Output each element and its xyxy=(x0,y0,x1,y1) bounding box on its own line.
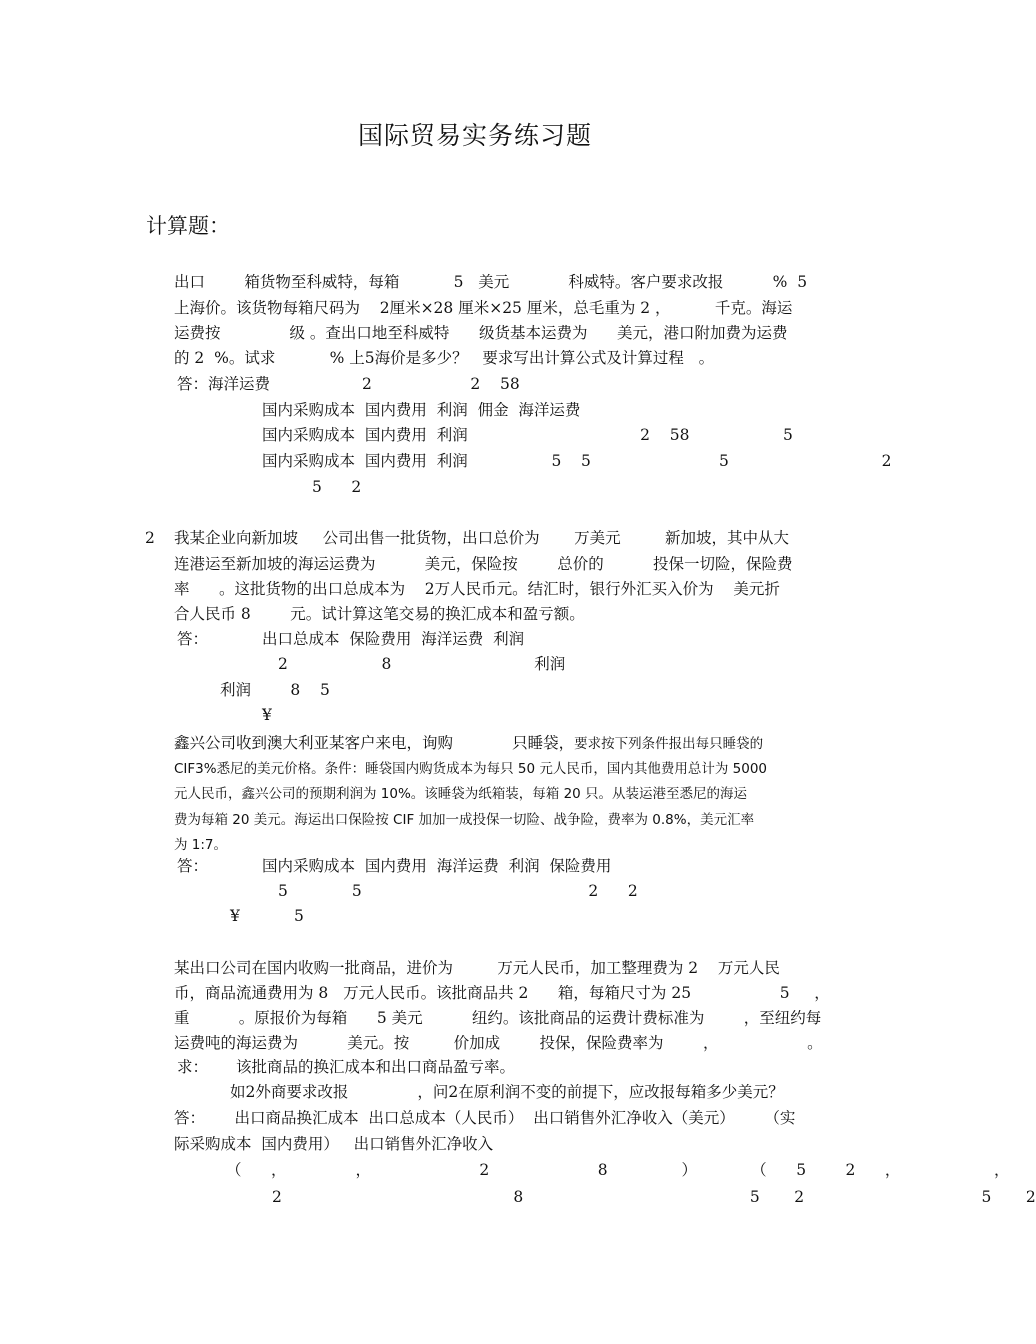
q2-yen-symbol: ¥ xyxy=(262,706,272,724)
q2-number: 2 xyxy=(145,529,155,547)
q3-line-1 xyxy=(174,733,763,754)
document-title: 国际贸易实务练习题 xyxy=(357,121,592,150)
q1-formula-2: 国内采购成本 国内费用 利润 2 58 5 xyxy=(262,426,793,444)
q3-line-1-small: 要求按下列条件报出每只睡袋的 xyxy=(574,736,764,752)
q4-requirement-1: 该批商品的换汇成本和出口商品盈亏率。 xyxy=(236,1058,516,1076)
q4-answer-line-4: 2 8 5 2 5 2 xyxy=(272,1188,1036,1206)
q2-line-3: 率 。这批货物的出口总成本为 2万人民币元。结汇时，银行外汇买入价为 美元折 xyxy=(174,580,780,598)
q4-line-1: 某出口公司在国内收购一批商品，进价为 万元人民币，加工整理费为 2 万元人民 xyxy=(174,959,780,977)
q4-requirement-label: 求： xyxy=(177,1058,209,1076)
q1-line-3: 运费按 级 。查出口地至科威特 级货基本运费为 美元，港口附加费为运费 xyxy=(174,324,788,342)
q1-line-1: 出口 箱货物至科威特，每箱 5 美元 科威特。客户要求改报 % 5 xyxy=(174,273,808,291)
q1-line-2: 上海价。该货物每箱尺码为 2厘米×28 厘米×25 厘米，总毛重为 2 ， 千克。海运 xyxy=(174,299,793,317)
q1-answer-numbers: 2 2 58 xyxy=(362,375,520,393)
q4-answer-line-3: （ ， ， 2 8 ） （ 5 2 ， ， xyxy=(226,1161,1010,1179)
q1-formula-tail: 5 2 xyxy=(312,478,362,496)
q2-line-1: 我某企业向新加坡 公司出售一批货物，出口总价为 万美元 新加坡，其中从大 xyxy=(174,529,789,547)
q1-formula-1: 国内采购成本 国内费用 利润 佣金 海洋运费 xyxy=(262,401,581,419)
q3-line-1-main: 鑫兴公司收到澳大利亚某客户来电，询购 只睡袋， xyxy=(174,734,575,752)
q1-formula-3: 国内采购成本 国内费用 利润 5 5 5 2 xyxy=(262,452,892,470)
q3-line-2: CIF3%悉尼的美元价格。条件：睡袋国内购货成本为每只 50 元人民币，国内其他费用总计为 5000 xyxy=(174,761,767,777)
q4-line-3: 重 。原报价为每箱 5 美元 纽约。该批商品的运费计费标准为 ，至纽约每 xyxy=(174,1009,822,1027)
section-heading: 计算题： xyxy=(146,214,230,238)
q3-line-5: 为 1:7。 xyxy=(174,837,228,853)
q2-formula-1: 出口总成本 保险费用 海洋运费 利润 xyxy=(262,630,525,648)
q3-answer-label: 答： xyxy=(177,857,209,875)
q4-line-2: 币，商品流通费用为 8 万元人民币。该批商品共 2 箱，每箱尺寸为 25 5 ， xyxy=(174,984,830,1002)
q2-formula-2: 2 8 利润 xyxy=(278,655,566,673)
q4-requirement-2: 如2外商要求改报 ，问2在原利润不变的前提下，应改报每箱多少美元？ xyxy=(230,1083,784,1101)
q3-formula-3: ¥ 5 xyxy=(230,907,304,925)
q4-answer-line-2: 际采购成本 国内费用） 出口销售外汇净收入 xyxy=(174,1135,494,1153)
q3-formula-2: 5 5 2 2 xyxy=(278,882,638,900)
q3-line-3: 元人民币，鑫兴公司的预期利润为 10%。该睡袋为纸箱装，每箱 20 只。从装运港至悉尼的海运 xyxy=(174,786,748,802)
q2-line-4: 合人民币 8 元。试计算这笔交易的换汇成本和盈亏额。 xyxy=(174,605,585,623)
q2-answer-label: 答： xyxy=(177,630,209,648)
q4-answer-line-1: 答： 出口商品换汇成本 出口总成本（人民币） 出口销售外汇净收入（美元） （实 xyxy=(174,1109,796,1127)
q2-line-2: 连港运至新加坡的海运运费为 美元，保险按 总价的 投保一切险，保险费 xyxy=(174,555,793,573)
q4-line-4: 运费吨的海运费为 美元。按 价加成 投保，保险费率为 ， 。 xyxy=(174,1034,823,1052)
q3-formula-1: 国内采购成本 国内费用 海洋运费 利润 保险费用 xyxy=(262,857,612,875)
q2-formula-3: 利润 8 5 xyxy=(220,681,330,699)
q3-line-4: 费为每箱 20 美元。海运出口保险按 CIF 加加一成投保一切险、战争险，费率为 0.8%，美元汇率 xyxy=(174,812,755,828)
q1-answer-label: 答：海洋运费 xyxy=(177,375,271,393)
q1-line-4: 的 2 %。试求 % 上5海价是多少？ 要求写出计算公式及计算过程 。 xyxy=(174,349,715,367)
